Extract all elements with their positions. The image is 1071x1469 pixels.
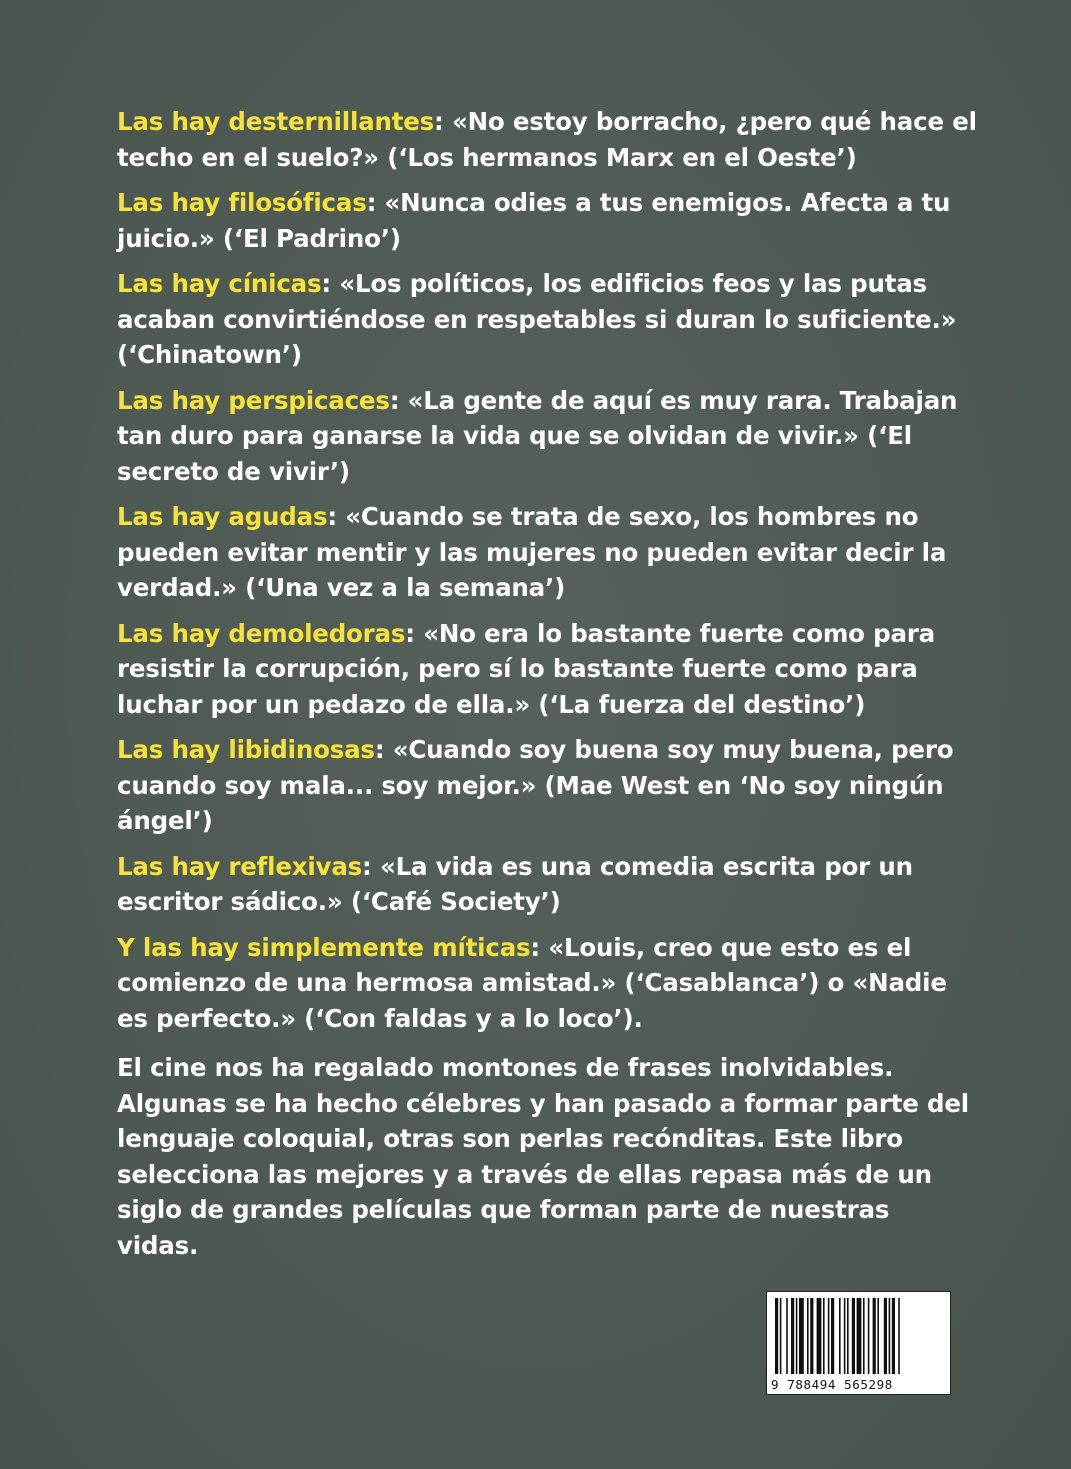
barcode-bar xyxy=(823,1298,825,1374)
barcode-bar xyxy=(892,1298,895,1374)
barcode-bar xyxy=(868,1298,870,1374)
barcode-bar xyxy=(791,1298,794,1374)
quote-label: Las hay demoledoras xyxy=(117,618,406,648)
quote-label: Las hay perspicaces xyxy=(117,385,390,415)
quote-label: Las hay agudas xyxy=(117,502,328,531)
barcode-bar xyxy=(873,1298,876,1374)
barcode-bars xyxy=(775,1298,944,1374)
barcode-bar xyxy=(817,1298,822,1374)
barcode-bar xyxy=(796,1298,798,1374)
barcode-bar xyxy=(877,1298,879,1374)
quote-label: Las hay libidinosas xyxy=(117,735,375,764)
quote-perspicaces xyxy=(117,383,977,490)
quote-libidinosas xyxy=(117,732,977,839)
barcode-bar xyxy=(839,1298,841,1374)
quote-label: Y las hay simplemente míticas xyxy=(117,932,531,962)
barcode-bar xyxy=(807,1298,809,1374)
barcode-bar xyxy=(799,1298,804,1374)
quote-text: : «Los políticos, los edificios feos y las putas acaban convirtiéndose en respetables si duran lo suficiente.» (‘Chinatown’) xyxy=(117,269,957,369)
quote-text: : «Nunca odies a tus enemigos. Afecta a tu juicio.» (‘El Padrino’) xyxy=(117,188,951,253)
barcode-bar xyxy=(831,1298,834,1374)
quote-text: : «La gente de aquí es muy rara. Trabajan tan duro para ganarse la vida que se olvidan de vivir.» (‘El secreto de vivir’) xyxy=(117,385,958,486)
quote-label: Las hay cínicas xyxy=(117,269,322,298)
barcode-bar xyxy=(810,1298,813,1374)
quote-agudas xyxy=(117,499,977,606)
barcode-bar xyxy=(786,1298,788,1374)
book-summary: El cine nos ha regalado montones de frases inolvidables. Algunas se ha hecho célebres y han pasado a formar parte del lenguaje coloquial, otras son perlas recónditas. Este libro selecciona las mejores y a través de ellas repasa más de un siglo de grandes películas que forman parte de nuestras vidas. xyxy=(117,1053,969,1260)
barcode-bar xyxy=(898,1298,900,1374)
quote-text: : «No estoy borracho, ¿pero qué hace el techo en el suelo?» (‘Los hermanos Marx en el Oeste’) xyxy=(117,107,977,172)
barcode-bar xyxy=(889,1298,891,1374)
quote-miticas xyxy=(117,930,977,1037)
quote-label: Las hay reflexivas xyxy=(117,851,363,881)
quote-filosoficas xyxy=(117,185,977,256)
barcode-bar xyxy=(884,1298,887,1374)
barcode-bar xyxy=(775,1298,778,1374)
quote-text: : «No era lo bastante fuerte como para resistir la corrupción, pero sí lo bastante fuerte como para luchar por un pedazo de ella.» (‘La fuerza del destino’) xyxy=(117,618,936,719)
quote-desternillantes xyxy=(117,104,977,175)
quotes-block xyxy=(117,104,977,1263)
quote-label: Las hay filosóficas xyxy=(117,188,367,217)
barcode-bar xyxy=(780,1298,782,1374)
isbn-barcode xyxy=(766,1291,951,1395)
quote-reflexivas xyxy=(117,849,977,920)
quote-text: : «Louis, creo que esto es el comienzo de una hermosa amistad.» (‘Casablanca’) o «Nadie es perfecto.» (‘Con faldas y a lo loco’). xyxy=(117,932,947,1033)
quote-cinicas xyxy=(117,266,977,373)
quote-text: : «Cuando soy buena soy muy buena, pero cuando soy mala... soy mejor.» (Mae West en ‘No soy ningún ángel’) xyxy=(117,735,954,835)
barcode-bar xyxy=(828,1298,830,1374)
quote-text: : «La vida es una comedia escrita por un escritor sádico.» (‘Café Society’) xyxy=(117,851,913,916)
barcode-bar xyxy=(857,1298,862,1374)
barcode-bar xyxy=(847,1298,849,1374)
barcode-bar xyxy=(852,1298,855,1374)
barcode-bar xyxy=(863,1298,865,1374)
isbn-number: 9 788494 565298 xyxy=(771,1377,893,1392)
quote-text: : «Cuando se trata de sexo, los hombres no pueden evitar mentir y las mujeres no pueden evitar decir la verdad.» (‘Una vez a la semana’) xyxy=(117,502,947,602)
quote-demoledoras xyxy=(117,616,977,723)
quote-label: Las hay desternillantes xyxy=(117,107,435,136)
barcode-bar xyxy=(844,1298,846,1374)
